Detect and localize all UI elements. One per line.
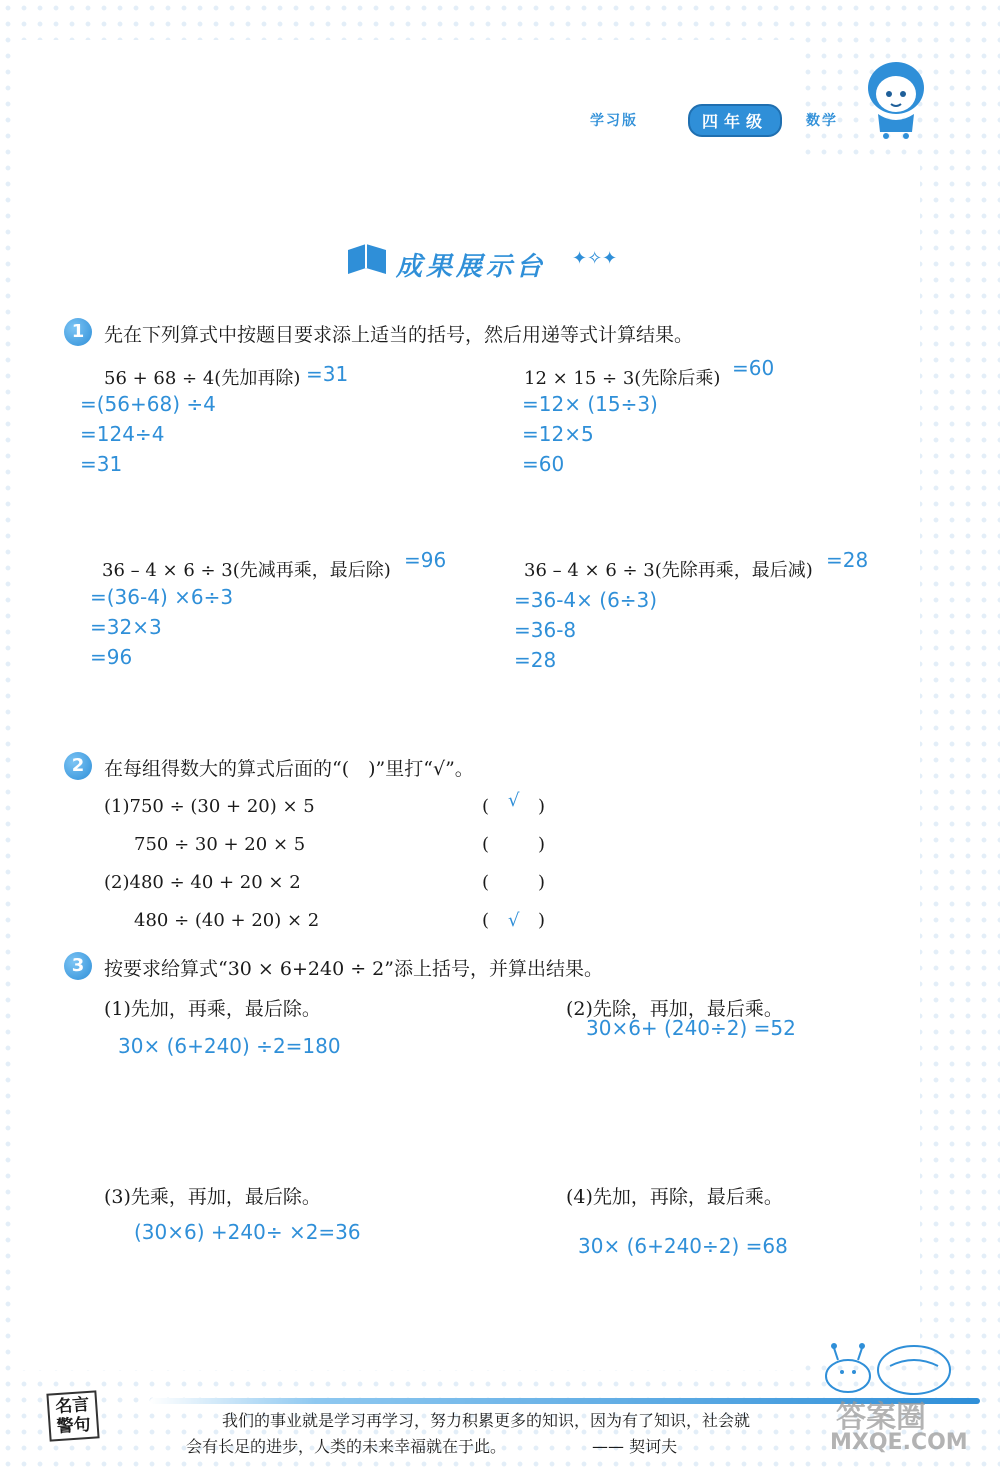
question-number-1: 1 <box>64 318 92 346</box>
question-2-prompt: 在每组得数大的算式后面的“( )”里打“√”。 <box>104 758 474 780</box>
cartoon-creatures-icon <box>818 1336 958 1396</box>
q1-result-d: =28 <box>826 548 869 572</box>
q2-row-4-open: ( <box>482 910 490 931</box>
q3-item-2-label: (2)先除，再加，最后乘。 <box>566 998 783 1020</box>
header-book: 学习版 <box>590 113 638 129</box>
question-1-prompt: 先在下列算式中按题目要求添上适当的括号，然后用递等式计算结果。 <box>104 324 694 346</box>
quote-line-1: 我们的事业就是学习再学习，努力积累更多的知识，因为有了知识，社会就 <box>222 1411 751 1430</box>
question-number-2: 2 <box>64 752 92 780</box>
q2-row-4-close: ) <box>538 910 546 931</box>
header-subject: 数学 <box>806 113 838 129</box>
q1-expression-a: 56 + 68 ÷ 4(先加再除) <box>104 368 301 389</box>
q2-row-2-open: ( <box>482 834 490 855</box>
q1-step-a2: =124÷4 <box>80 422 165 446</box>
motto-line-1: 名言 <box>54 1394 90 1418</box>
q3-item-1-label: (1)先加，再乘，最后除。 <box>104 998 321 1020</box>
q2-row-4-expression: 480 ÷ (40 + 20) × 2 <box>134 910 320 931</box>
q1-expression-c: 36 – 4 × 6 ÷ 3(先减再乘，最后除) <box>102 560 391 581</box>
q2-row-1-check-mark: √ <box>508 790 520 811</box>
q3-item-4-answer: 30× (6+240÷2) =68 <box>578 1234 788 1258</box>
q3-item-3-label: (3)先乘，再加，最后除。 <box>104 1186 321 1208</box>
quote-line-2: 会有长足的进步，人类的未来幸福就在于此。 <box>186 1437 507 1456</box>
q1-step-a3: =31 <box>80 452 123 476</box>
motto-label <box>46 1390 99 1441</box>
q1-step-d3: =28 <box>514 648 557 672</box>
header-grade-badge: 四年级 <box>688 104 782 137</box>
q2-row-1-close: ) <box>538 796 546 817</box>
q1-step-a1: =(56+68) ÷4 <box>80 392 216 416</box>
q1-expression-d: 36 – 4 × 6 ÷ 3(先除再乘，最后减) <box>524 560 813 581</box>
q1-step-b3: =60 <box>522 452 565 476</box>
book-icon <box>344 240 390 280</box>
q2-row-3-expression: (2)480 ÷ 40 + 20 × 2 <box>104 872 301 893</box>
q3-item-2-answer: 30×6+ (240÷2) =52 <box>586 1016 796 1040</box>
question-3-prompt: 按要求给算式“30 × 6+240 ÷ 2”添上括号，并算出结果。 <box>104 958 603 980</box>
q2-row-4-check-mark: √ <box>508 910 520 931</box>
q2-row-1-expression: (1)750 ÷ (30 + 20) × 5 <box>104 796 315 817</box>
girl-mascot-icon <box>856 52 936 142</box>
q2-row-2-expression: 750 ÷ 30 + 20 × 5 <box>134 834 306 855</box>
section-title: 成果展示台 <box>396 252 547 282</box>
q1-step-c3: =96 <box>90 645 133 669</box>
q3-item-4-label: (4)先加，再除，最后乘。 <box>566 1186 783 1208</box>
q2-row-3-close: ) <box>538 872 546 893</box>
q1-step-c2: =32×3 <box>90 615 162 639</box>
q2-row-2-close: ) <box>538 834 546 855</box>
question-number-3: 3 <box>64 952 92 980</box>
sparkle-icon: ✦✧✦ <box>572 248 618 269</box>
motto-line-2: 警句 <box>56 1414 92 1438</box>
q3-item-1-answer: 30× (6+240) ÷2=180 <box>118 1034 341 1058</box>
q1-expression-b: 12 × 15 ÷ 3(先除后乘) <box>524 368 721 389</box>
watermark-logo: 答案圈 <box>836 1400 926 1435</box>
q1-step-b2: =12×5 <box>522 422 594 446</box>
q1-result-a: =31 <box>306 362 349 386</box>
watermark-url: MXQE.COM <box>830 1430 968 1455</box>
q1-step-c1: =(36-4) ×6÷3 <box>90 585 234 609</box>
q1-step-b1: =12× (15÷3) <box>522 392 658 416</box>
q1-step-d1: =36-4× (6÷3) <box>514 588 658 612</box>
q2-row-1-open: ( <box>482 796 490 817</box>
q3-item-3-answer: (30×6) +240÷ ×2=36 <box>134 1220 361 1244</box>
q1-result-c: =96 <box>404 548 447 572</box>
q1-result-b: =60 <box>732 356 775 380</box>
q2-row-3-open: ( <box>482 872 490 893</box>
q1-step-d2: =36-8 <box>514 618 577 642</box>
quote-author: —— 契诃夫 <box>592 1437 678 1456</box>
